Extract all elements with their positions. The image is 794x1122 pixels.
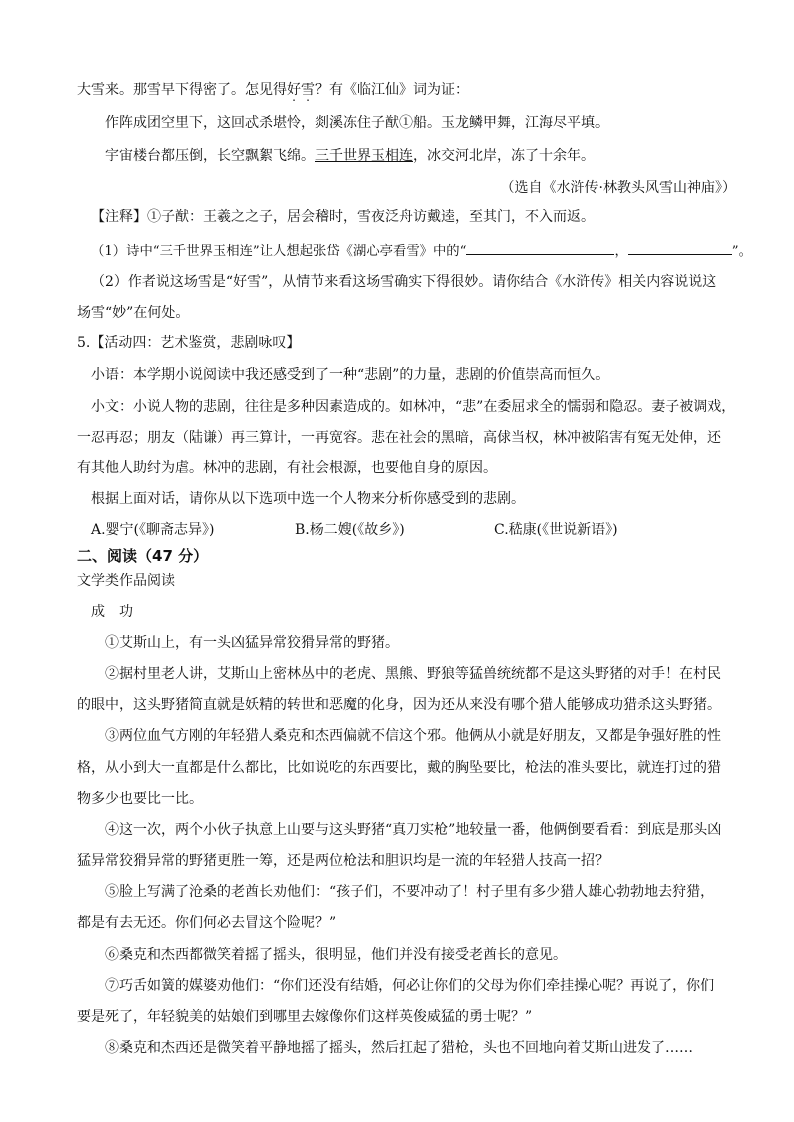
paragraph: ①艾斯山上，有一头凶猛异常狡猾异常的野猪。 — [105, 635, 399, 651]
subsection-heading: 文学类作品阅读 — [77, 573, 175, 589]
text-span: （1）诗中“三千世界玉相连”让人想起张岱《湖心亭看雪》中的“ — [91, 244, 467, 259]
section-heading: 二、阅读（47 分） — [77, 547, 209, 565]
option-a: A.婴宁(《聊斋志异》) — [91, 522, 215, 538]
paragraph-cont: 猛异常狡猾异常的野猪更胜一筹，还是两位枪法和胆识均是一流的年轻猎人技高一招？ — [77, 853, 609, 869]
answer-blank-2[interactable] — [628, 240, 732, 255]
paragraph: ⑧桑克和杰西还是微笑着平静地摇了摇头，然后扛起了猎枪，头也不回地向着艾斯山进发了…… — [105, 1040, 693, 1056]
instruction: 根据上面对话，请你从以下选项中选一个人物来分析你感受到的悲剧。 — [91, 491, 525, 507]
paragraph: ⑤脸上写满了沧桑的老酋长劝他们：“孩子们，不要冲动了！村子里有多少猎人雄心勃勃地去狩猎， — [105, 884, 715, 900]
question-2-cont: 场雪“妙”在何处。 — [77, 305, 190, 321]
question-1 — [91, 240, 752, 262]
paragraph: ③两位血气方刚的年轻猎人桑克和杰西偏就不信这个邪。他俩从小就是好朋友，又都是争强好胜的性 — [105, 728, 721, 744]
option-b: B.杨二嫂(《故乡》) — [295, 522, 405, 538]
annotation: 【注释】①子猷：王羲之之子，居会稽时，雪夜泛舟访戴逵，至其门，不入而返。 — [91, 209, 595, 225]
poem-line-2 — [105, 146, 595, 166]
answer-blank-1[interactable] — [466, 240, 614, 255]
dialogue-line: 一忍再忍；朋友（陆谦）再三算计，一再宽容。悲在社会的黑暗，高俅当权，林冲被陷害有冤无处伸，还 — [77, 430, 721, 446]
paragraph-cont: 的眼中，这头野猪简直就是妖精的转世和恶魔的化身，因为还从来没有哪个猎人能够成功猎杀这头野猪。 — [77, 697, 721, 713]
source-citation: （选自《水浒传·林教头风雪山神庙》） — [500, 180, 736, 196]
text-line — [77, 80, 469, 100]
emphasis-char: 雪 — [301, 82, 315, 98]
dialogue-line: 有其他人助纣为虐。林冲的悲剧，有社会根源，也要他自身的原因。 — [77, 460, 497, 476]
story-title: 成 功 — [91, 604, 133, 620]
paragraph-cont: 都是有去无还。你们何必去冒这个险呢？” — [77, 915, 337, 931]
paragraph: ②据村里老人讲，艾斯山上密林丛中的老虎、黑熊、野狼等猛兽统统都不是这头野猪的对手！在村民 — [105, 666, 721, 682]
dialogue-line: 小文：小说人物的悲剧，往往是多种因素造成的。如林冲，“悲”在委屈求全的懦弱和隐忍。妻子被调戏， — [91, 399, 736, 415]
emphasis-char: 好 — [287, 82, 301, 98]
text-span: ，冰交河北岸，冻了十余年。 — [413, 148, 595, 164]
option-c: C.嵇康(《世说新语》) — [494, 522, 618, 538]
paragraph: ④这一次，两个小伙子执意上山要与这头野猪“真刀实枪”地较量一番，他俩倒要看看：到底是那头凶 — [105, 822, 722, 838]
text-span: ？有《临江仙》词为证： — [315, 82, 469, 98]
dialogue-line: 小语：本学期小说阅读中我还感受到了一种“悲剧”的力量，悲剧的价值崇高而恒久。 — [91, 367, 610, 383]
text-span: 大雪来。那雪早下得密了。怎见得 — [77, 82, 287, 98]
text-span: 宇宙楼台都压倒，长空飘絮飞绵。 — [105, 148, 315, 164]
text-span: ”。 — [731, 244, 752, 259]
paragraph-cont: 要是死了，年轻貌美的姑娘们到哪里去嫁像你们这样英俊威猛的勇士呢？” — [77, 1009, 533, 1025]
paragraph: ⑥桑克和杰西都微笑着摇了摇头，很明显，他们并没有接受老酋长的意见。 — [105, 947, 567, 963]
underlined-text: 三千世界玉相连 — [315, 148, 413, 164]
poem-line-1: 作阵成团空里下，这回忒杀堪怜，剡溪冻住子猷①船。玉龙鳞甲舞，江海尽平填。 — [105, 115, 609, 131]
paragraph: ⑦巧舌如簧的媒婆劝他们：“你们还没有结婚，何必让你们的父母为你们牵挂操心呢？再说了，你们 — [105, 978, 715, 994]
text-span: ， — [614, 244, 628, 259]
question-2: （2）作者说这场雪是“好雪”，从情节来看这场雪确实下得很妙。请你结合《水浒传》相关内容说说这 — [91, 274, 717, 290]
paragraph-cont: 物多少也要比一比。 — [77, 791, 203, 807]
activity-heading: 5.【活动四：艺术鉴赏，悲剧咏叹】 — [77, 335, 301, 351]
paragraph-cont: 格，从小到大一直都是什么都比，比如说吃的东西要比，戴的胸坠要比，枪法的准头要比，就连打过的猎 — [77, 760, 721, 776]
